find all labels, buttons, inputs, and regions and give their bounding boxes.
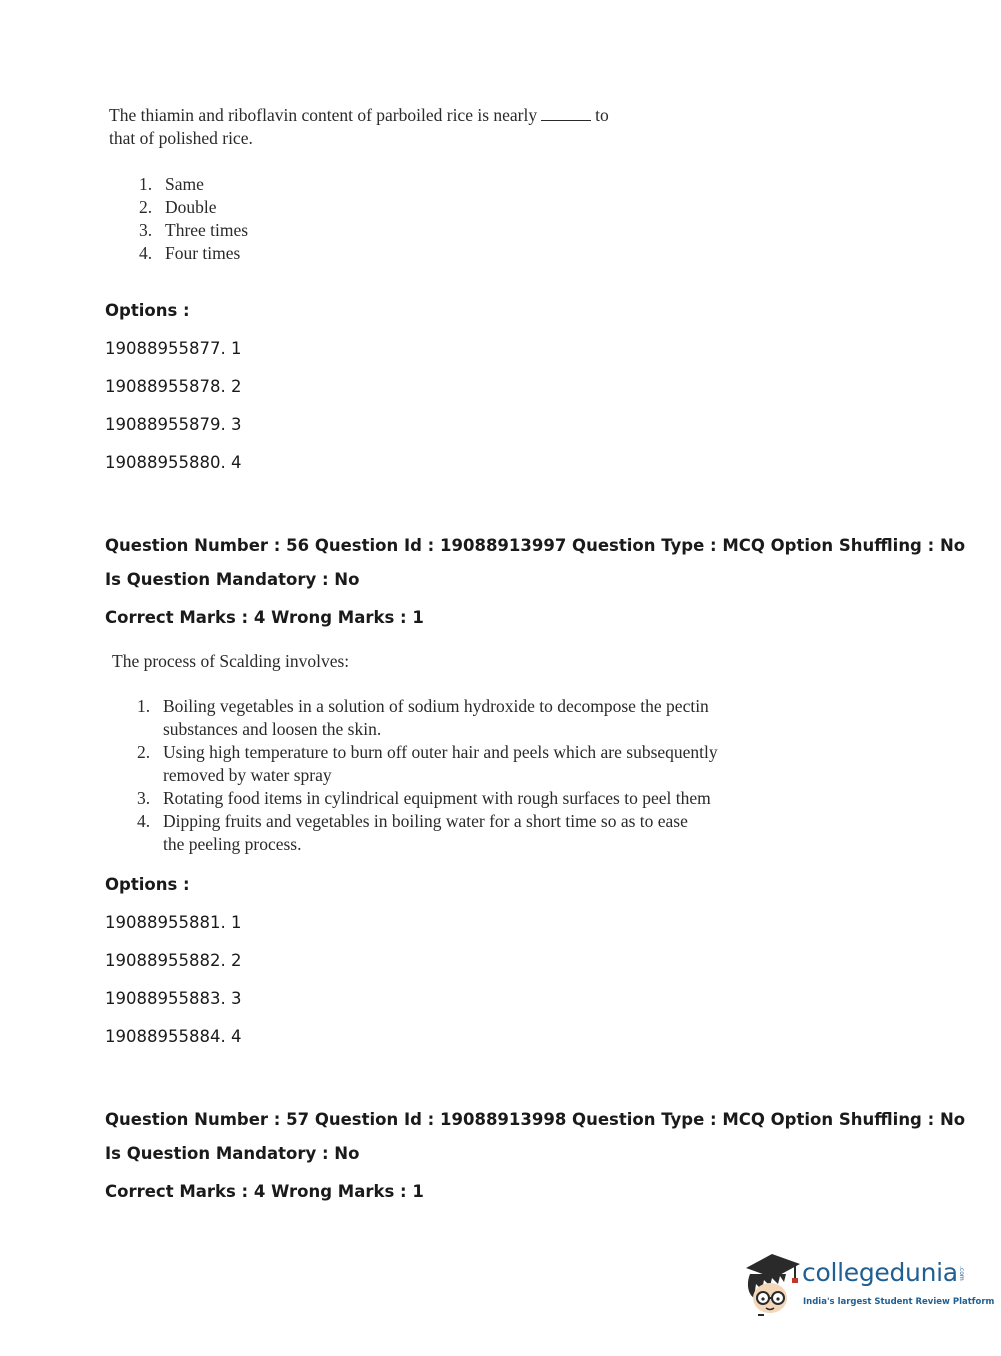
question-57-header: Question Number : 57 Question Id : 19088913998 Question Type : MCQ Option Shuffling : No [105, 1110, 966, 1129]
choice-item: 2. Using high temperature to burn off outer hair and peels which are subsequently removed by water spray [137, 742, 718, 785]
option-line: 19088955880. 4 [105, 453, 242, 472]
logo-tagline: India's largest Student Review Platform [803, 1297, 995, 1307]
choice-item: 1. Same [139, 174, 204, 194]
option-line: 19088955879. 3 [105, 415, 242, 434]
choice-item: 4. Dipping fruits and vegetables in boiling water for a short time so as to ease the peeling process. [137, 811, 688, 854]
option-line: 19088955877. 1 [105, 339, 242, 358]
question-57-marks: Correct Marks : 4 Wrong Marks : 1 [105, 1182, 424, 1201]
collegedunia-logo [742, 1248, 995, 1318]
choice-item: 3. Three times [139, 220, 249, 240]
question-55-stem-line2: that of polished rice. [109, 128, 253, 148]
question-55-stem-part2: to [595, 105, 609, 125]
question-55-stem [109, 104, 729, 150]
logo-suffix: .com [958, 1266, 965, 1281]
question-55-choices [139, 173, 248, 265]
option-line: 19088955881. 1 [105, 913, 242, 932]
logo-wordmark: collegedunia [802, 1258, 958, 1287]
option-line: 19088955882. 2 [105, 951, 242, 970]
choice-item: 2. Double [139, 197, 217, 217]
options-label: Options : [105, 301, 190, 320]
question-56-choices [137, 695, 737, 856]
question-56-marks: Correct Marks : 4 Wrong Marks : 1 [105, 608, 424, 627]
mascot-icon [742, 1248, 806, 1320]
question-56-stem: The process of Scalding involves: [112, 651, 350, 671]
option-line: 19088955883. 3 [105, 989, 242, 1008]
option-line: 19088955878. 2 [105, 377, 242, 396]
choice-item: 4. Four times [139, 243, 241, 263]
question-55-stem-part1: The thiamin and riboflavin content of parboiled rice is nearly [109, 105, 538, 125]
question-56-mandatory: Is Question Mandatory : No [105, 570, 360, 589]
question-57-mandatory: Is Question Mandatory : No [105, 1144, 360, 1163]
options-label: Options : [105, 875, 190, 894]
question-56-header: Question Number : 56 Question Id : 19088913997 Question Type : MCQ Option Shuffling : No [105, 536, 966, 555]
answer-blank [541, 106, 591, 121]
choice-item: 3. Rotating food items in cylindrical equipment with rough surfaces to peel them [137, 788, 711, 808]
choice-item: 1. Boiling vegetables in a solution of sodium hydroxide to decompose the pectin substances and loosen the skin. [137, 696, 709, 739]
option-line: 19088955884. 4 [105, 1027, 242, 1046]
